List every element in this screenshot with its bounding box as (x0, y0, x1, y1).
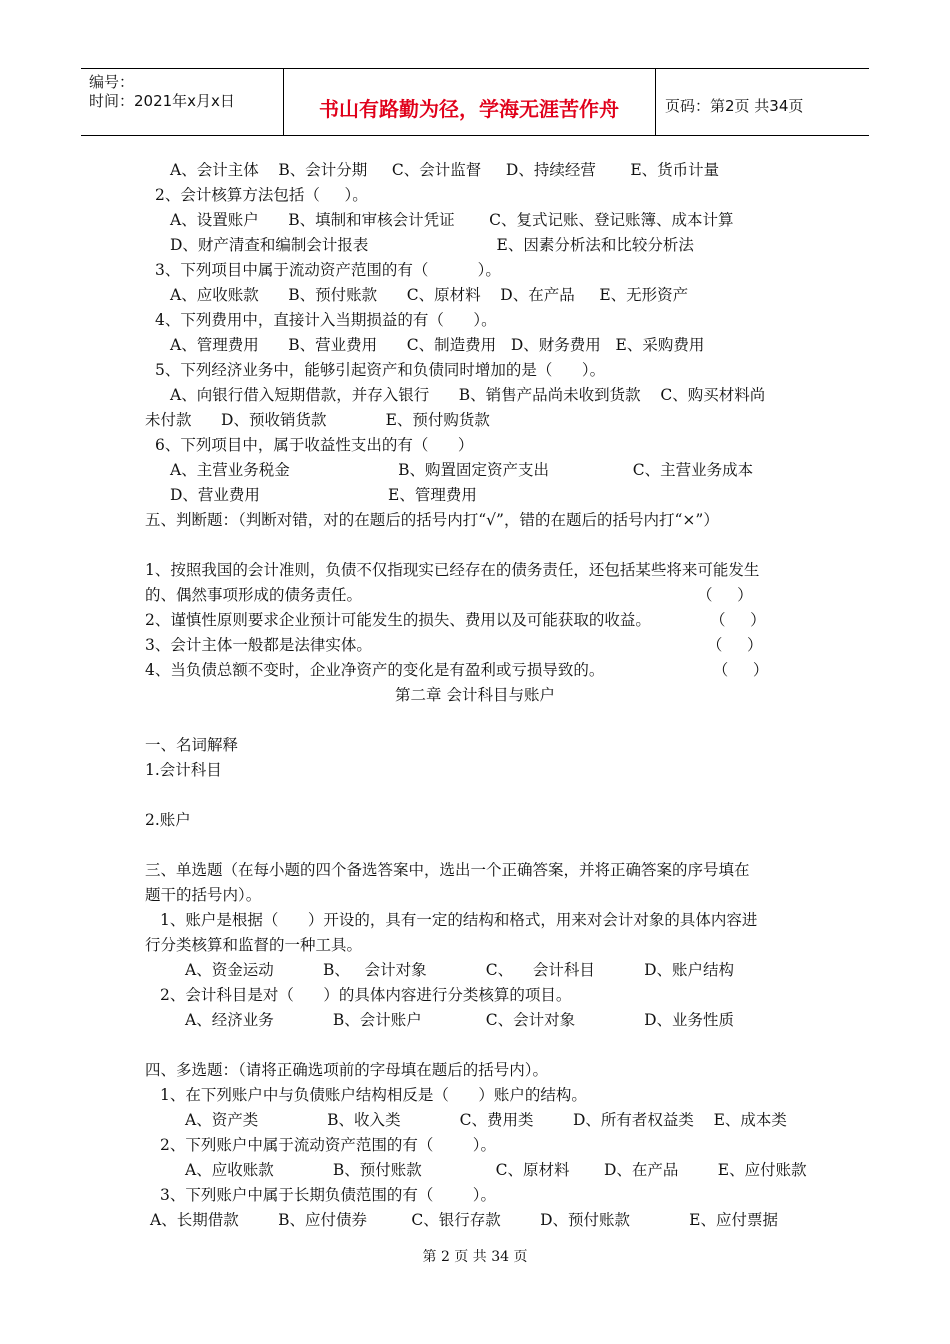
text-line: 1、按照我国的会计准则，负债不仅指现实已经存在的债务责任，还包括某些将来可能发生 (145, 561, 760, 579)
text-line: A、经济业务 B、会计账户 C、会计对象 D、业务性质 (185, 1011, 735, 1029)
text-line: 6、下列项目中，属于收益性支出的有（ ） (155, 436, 474, 454)
text-line: D、财产清查和编制会计报表 E、因素分析法和比较分析法 (170, 236, 694, 254)
text-line: 2、谨慎性原则要求企业预计可能发生的损失、费用以及可能获取的收益。 （ ） (145, 611, 766, 629)
header-divider (655, 69, 656, 135)
page-footer: 第 2 页 共 34 页 (422, 1249, 528, 1265)
section-heading: 三、单选题（在每小题的四个备选答案中，选出一个正确答案，并将正确答案的序号填在 (145, 861, 750, 879)
text-line: A、应收账款 B、预付账款 C、原材料 D、在产品 E、无形资产 (170, 286, 689, 304)
text-line: A、主营业务税金 B、购置固定资产支出 C、主营业务成本 (170, 461, 754, 479)
page-header (81, 68, 869, 136)
text-line: 的、偶然事项形成的债务责任。 （ ） (145, 586, 753, 604)
text-line: 3、下列账户中属于长期负债范围的有（ ）。 (160, 1186, 497, 1204)
text-line: A、长期借款 B、应付债券 C、银行存款 D、预付账款 E、应付票据 (150, 1211, 778, 1229)
text-line: 3、下列项目中属于流动资产范围的有（ ）。 (155, 261, 501, 279)
text-line: 1、账户是根据（ ）开设的，具有一定的结构和格式，用来对会计对象的具体内容进 (160, 911, 758, 929)
date-label: 时间：2021年x月x日 (89, 92, 235, 110)
text-line: A、设置账户 B、填制和审核会计凭证 C、复式记账、登记账簿、成本计算 (170, 211, 734, 229)
text-line: 2.账户 (145, 811, 191, 829)
text-line: 1、在下列账户中与负债账户结构相反是（ ）账户的结构。 (160, 1086, 587, 1104)
section-heading: 五、判断题：（判断对错，对的在题后的括号内打“√”，错的在题后的括号内打“×”） (145, 511, 719, 529)
text-line: 题干的括号内）。 (145, 886, 262, 904)
section-heading: 一、名词解释 (145, 736, 239, 754)
text-line: A、资产类 B、收入类 C、费用类 D、所有者权益类 E、成本类 (185, 1111, 787, 1129)
text-line: 5、下列经济业务中，能够引起资产和负债同时增加的是（ ）。 (155, 361, 606, 379)
text-line: 未付款 D、预收销货款 E、预付购货款 (145, 411, 490, 429)
text-line: A、会计主体 B、会计分期 C、会计监督 D、持续经营 E、货币计量 (170, 161, 720, 179)
chapter-title: 第二章 会计科目与账户 (395, 686, 555, 704)
text-line: D、营业费用 E、管理费用 (170, 486, 477, 504)
text-line: 2、会计科目是对（ ）的具体内容进行分类核算的项目。 (160, 986, 572, 1004)
text-line: 1.会计科目 (145, 761, 222, 779)
header-motto: 书山有路勤为径，学海无涯苦作舟 (319, 97, 619, 121)
text-line: 2、下列账户中属于流动资产范围的有（ ）。 (160, 1136, 497, 1154)
text-line: 行分类核算和监督的一种工具。 (145, 936, 363, 954)
text-line: A、向银行借入短期借款，并存入银行 B、销售产品尚未收到货款 C、购买材料尚 (170, 386, 766, 404)
text-line: 4、当负债总额不变时，企业净资产的变化是有盈利或亏损导致的。 （ ） (145, 661, 769, 679)
text-line: A、资金运动 B、 会计对象 C、 会计科目 D、账户结构 (185, 961, 735, 979)
text-line: A、应收账款 B、预付账款 C、原材料 D、在产品 E、应付账款 (185, 1161, 807, 1179)
text-line: 3、会计主体一般都是法律实体。 （ ） (145, 636, 763, 654)
text-line: 2、会计核算方法包括（ ）。 (155, 186, 368, 204)
text-line: A、管理费用 B、营业费用 C、制造费用 D、财务费用 E、采购费用 (170, 336, 705, 354)
text-line: 4、下列费用中，直接计入当期损益的有（ ）。 (155, 311, 497, 329)
header-meta (89, 73, 235, 111)
section-heading: 四、多选题：（请将正确选项前的字母填在题后的括号内）。 (145, 1061, 549, 1079)
header-page-info: 页码：第2页 共34页 (665, 97, 804, 115)
number-label: 编号： (89, 73, 135, 91)
